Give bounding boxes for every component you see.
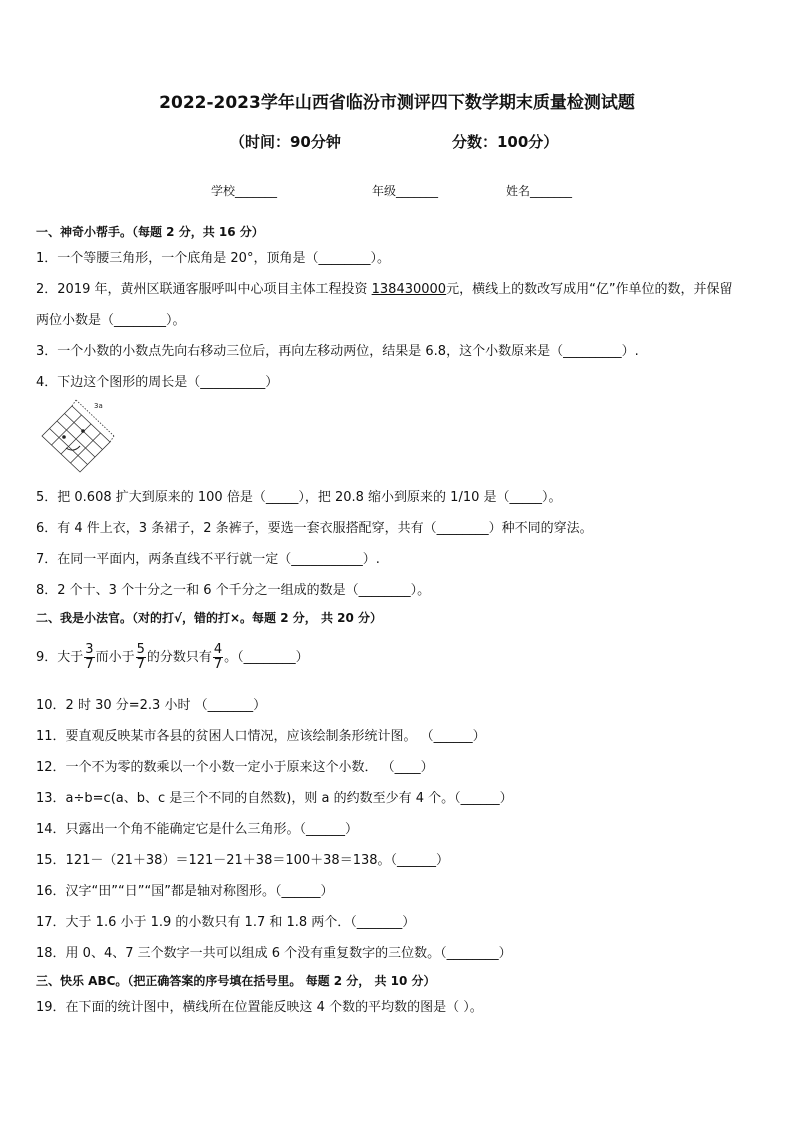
question-6: 6．有 4 件上衣，3 条裙子，2 条裤子，要选一套衣服搭配穿，共有（________）种不同的穿法。 — [36, 521, 593, 536]
question-14: 14．只露出一个角不能确定它是什么三角形。（______） — [36, 822, 359, 837]
name-field: 姓名_______ — [506, 184, 573, 198]
question-2-text: 2．2019 年，黄州区联通客服呼叫中心项目主体工程投资 — [36, 282, 372, 297]
question-2-text-cont: 元，横线上的数改写成用“亿”作单位的数，并保留 — [446, 282, 733, 297]
question-9 — [36, 640, 309, 676]
question-7: 7．在同一平面内，两条直线不平行就一定（___________）. — [36, 552, 380, 567]
question-18: 18．用 0、4、7 三个数字一共可以组成 6 个没有重复数字的三位数。（________） — [36, 946, 512, 961]
school-field: 学校_______ — [211, 184, 278, 198]
grade-field: 年级_______ — [372, 184, 439, 198]
question-1: 1．一个等腰三角形，一个底角是 20°，顶角是（________）。 — [36, 251, 390, 266]
question-4-grid-figure — [36, 398, 116, 480]
question-2-cont: 两位小数是（________）。 — [36, 313, 186, 328]
question-2 — [36, 281, 733, 299]
time-limit: （时间：90分钟 — [230, 133, 341, 151]
question-12: 12．一个不为零的数乘以一个小数一定小于原来这个小数． （____） — [36, 760, 434, 775]
section-heading-1: 一、神奇小帮手。（每题 2 分，共 16 分） — [36, 225, 264, 239]
section-heading-2: 二、我是小法官。（对的打√，错的打×。每题 2 分， 共 20 分） — [36, 611, 382, 625]
student-info — [0, 182, 794, 200]
exam-meta — [0, 131, 794, 151]
question-9-text-a: 9．大于 — [36, 650, 84, 665]
question-11: 11．要直观反映某市各县的贫困人口情况，应该绘制条形统计图。 （______） — [36, 729, 486, 744]
question-10: 10．2 时 30 分=2.3 小时 （_______） — [36, 698, 267, 713]
question-3: 3．一个小数的小数点先向右移动三位后，再向左移动两位，结果是 6.8，这个小数原来是（_________）. — [36, 344, 639, 359]
total-score: 分数：100分） — [452, 133, 559, 151]
question-19: 19．在下面的统计图中，横线所在位置能反映这 4 个数的平均数的图是（ ）。 — [36, 1000, 483, 1015]
question-15: 15．121－（21＋38）＝121－21＋38＝100＋38＝138。（______） — [36, 853, 450, 868]
question-16: 16．汉字“田”“日”“国”都是轴对称图形。（______） — [36, 884, 334, 899]
section-heading-3: 三、快乐 ABC。（把正确答案的序号填在括号里。 每题 2 分， 共 10 分） — [36, 974, 436, 988]
fraction-4-7: $\frac{4}{7}$ — [213, 642, 223, 672]
question-8: 8．2 个十、3 个十分之一和 6 个千分之一组成的数是（________）。 — [36, 583, 431, 598]
question-9-text-b: 而小于 — [95, 650, 135, 665]
figure-label: 3a — [94, 402, 103, 410]
question-4: 4．下边这个图形的周长是（__________） — [36, 375, 279, 390]
question-13: 13．a÷b=c(a、b、c 是三个不同的自然数)，则 a 的约数至少有 4 个。（______） — [36, 791, 513, 806]
page-title: 2022-2023学年山西省临汾市测评四下数学期末质量检测试题 — [159, 93, 635, 113]
question-5: 5．把 0.608 扩大到原来的 100 倍是（_____），把 20.8 缩小到原来的 1/10 是（_____）。 — [36, 490, 562, 505]
question-2-number: 138430000 — [371, 282, 447, 297]
question-9-text-c: 的分数只有 — [146, 650, 212, 665]
question-17: 17．大于 1.6 小于 1.9 的小数只有 1.7 和 1.8 两个．（_______） — [36, 915, 416, 930]
question-9-text-d: 。（________） — [224, 650, 309, 665]
fraction-3-7: $\frac{3}{7}$ — [85, 642, 94, 672]
fraction-5-7: $\frac{5}{7}$ — [136, 642, 145, 672]
